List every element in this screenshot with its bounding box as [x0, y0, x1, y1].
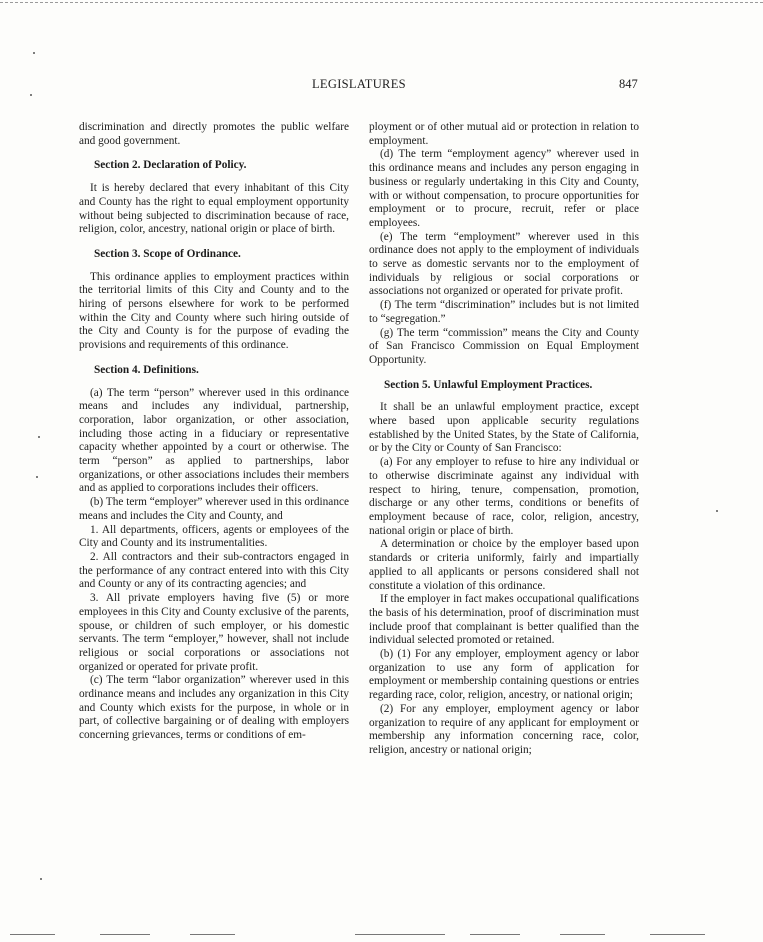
- paragraph: (b) The term “employer” wherever used in this ordinance means and includes the City and County, and: [79, 496, 349, 522]
- page-number: 847: [619, 77, 638, 91]
- scan-edge-mark: [650, 934, 705, 935]
- paragraph: A determination or choice by the employer based upon standards or criteria uniformly, fairly and impartially applied to all applicants or persons considered shall not constitute a violation of this ordinance.: [369, 538, 639, 592]
- right-column: [369, 121, 639, 758]
- scan-speck: [40, 878, 42, 880]
- paragraph: (a) For any employer to refuse to hire any individual or to otherwise discriminate against any individual with respect to hiring, tenure, compensation, promotion, discharge or any other terms, conditions or benefits of employment because of race, color, religion, ancestry, national origin or place of birth.: [369, 456, 639, 537]
- paragraph: If the employer in fact makes occupational qualifications the basis of his determination, proof of discrimination must include proof that complainant is better qualified than the individual selected promoted or retained.: [369, 593, 639, 647]
- section-heading: Section 2. Declaration of Policy.: [94, 159, 247, 172]
- section-heading: Section 3. Scope of Ordinance.: [94, 247, 241, 260]
- paragraph: discrimination and directly promotes the public welfare and good government.: [79, 121, 349, 147]
- scan-speck: [38, 436, 40, 438]
- paragraph: (2) For any employer, employment agency or labor organization to require of any applicant for employment or membership any information concerning race, color, religion, ancestry or national origin;: [369, 702, 639, 756]
- scan-speck: [716, 510, 718, 512]
- paragraph: It is hereby declared that every inhabitant of this City and County has the right to equal employment opportunity without being subjected to discrimination because of race, religion, color, ancestry, national origin or place of birth.: [79, 182, 349, 236]
- paragraph: ployment or of other mutual aid or protection in relation to employment.: [369, 121, 639, 147]
- page-top-rule: [0, 2, 763, 3]
- paragraph: (a) The term “person” wherever used in this ordinance means and includes any individual, partnership, corporation, labor organization, or other association, including those acting in a fiduciary or representative capacity whether appointed by a court or otherwise. The term “person” as applied to partnerships, labor organizations, or other associations includes their members and as applied to corporations includes their officers.: [79, 386, 349, 495]
- paragraph: 1. All departments, officers, agents or employees of the City and County and its instrumentalities.: [79, 523, 349, 550]
- scan-edge-mark: [100, 934, 150, 935]
- scan-edge-mark: [190, 934, 235, 935]
- paragraph: This ordinance applies to employment practices within the territorial limits of this City and County and to the hiring of persons elsewhere for work to be performed within the City and County where such hiring outside of the City and County is for the purpose of evading the provisions and requirements of this ordinance.: [79, 270, 349, 352]
- scan-speck: [36, 476, 38, 478]
- paragraph: 2. All contractors and their sub-contractors engaged in the performance of any contract entered into with this City and County or any of its contracting agencies; and: [79, 550, 349, 591]
- scan-speck: [30, 94, 32, 96]
- running-header-title: LEGISLATURES: [312, 77, 406, 91]
- paragraph: (d) The term “employment agency” wherever used in this ordinance means and includes any person engaging in business or regularly undertaking in this City and County, with or without compensation, to procure opportunities for employment or to procure, recruit, refer or place employees.: [369, 148, 639, 229]
- paragraph: (e) The term “employment” wherever used in this ordinance does not apply to the employment of individuals to serve as domestic servants nor to the employment of individuals by religious or social corporations or associations not organized or operated for private profit.: [369, 230, 639, 298]
- paragraph: (c) The term “labor organization” wherever used in this ordinance means and includes any organization in this City and County which exists for the purpose, in whole or in part, of collective bargaining or of dealing with employers concerning grievances, terms or conditions of em-: [79, 674, 349, 742]
- scan-edge-mark: [10, 934, 55, 935]
- section-heading: Section 5. Unlawful Employment Practices.: [384, 378, 593, 391]
- scan-edge-mark: [470, 934, 520, 935]
- paragraph: (g) The term “commission” means the City and County of San Francisco Commission on Equal Employment Opportunity.: [369, 326, 639, 366]
- scan-edge-mark: [355, 934, 445, 935]
- section-heading: Section 4. Definitions.: [94, 363, 199, 376]
- scan-speck: [33, 52, 35, 54]
- paragraph: 3. All private employers having five (5) or more employees in this City and County exclusive of the parents, spouse, or children of such employer, or his domestic servants. The term “employer,” however, shall not include religious or social corporations or associations not organized or operated for private profit.: [79, 592, 349, 673]
- paragraph: (b) (1) For any employer, employment agency or labor organization to use any form of application for employment or membership containing questions or entries regarding race, color, religion, ancestry, or national origin;: [369, 648, 639, 702]
- left-column: [79, 121, 349, 743]
- paragraph: It shall be an unlawful employment practice, except where based upon applicable security regulations established by the United States, by the State of California, or by the City or County of San Francisco:: [369, 401, 639, 455]
- paragraph: (f) The term “discrimination” includes but is not limited to “segregation.”: [369, 299, 639, 325]
- scan-edge-mark: [560, 934, 605, 935]
